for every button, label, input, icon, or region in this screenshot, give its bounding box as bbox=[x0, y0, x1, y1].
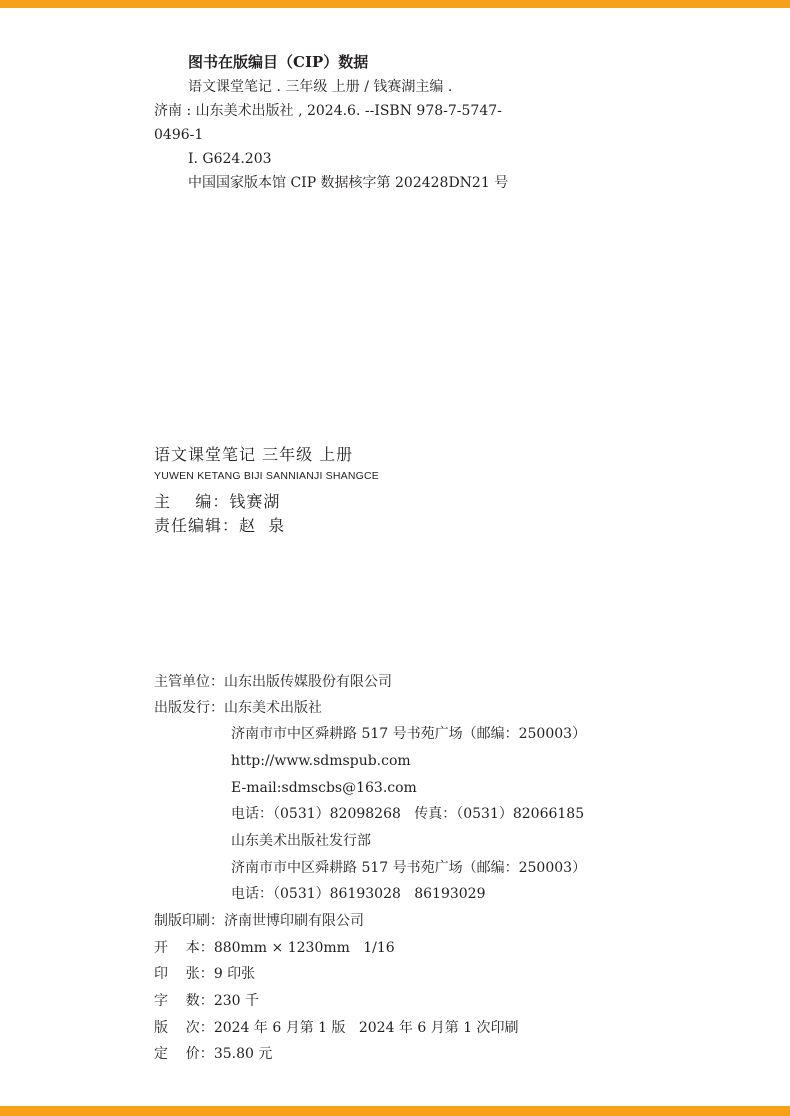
publisher-email: E-mail:sdmscbs@163.com bbox=[231, 780, 417, 796]
distribution-phone: 电话：（0531）86193028 86193029 bbox=[231, 886, 486, 902]
printer-value: 济南世博印刷有限公司 bbox=[224, 913, 364, 929]
sheets-label: 印 张： bbox=[154, 966, 214, 982]
publisher-row bbox=[154, 701, 322, 715]
word-count-label: 字 数： bbox=[154, 993, 214, 1009]
publisher-website: http://www.sdmspub.com bbox=[231, 753, 411, 769]
format-label: 开 本： bbox=[154, 940, 214, 956]
publisher-address: 济南市市中区舜耕路 517 号书苑广场（邮编：250003） bbox=[231, 726, 587, 742]
price-label: 定 价： bbox=[154, 1046, 214, 1062]
word-count-value: 230 千 bbox=[213, 993, 259, 1009]
supervisor-label: 主管单位： bbox=[154, 674, 224, 690]
book-title-chinese: 语文课堂笔记 三年级 上册 bbox=[154, 445, 354, 464]
printer-row bbox=[154, 914, 364, 928]
printer-label: 制版印刷： bbox=[154, 913, 224, 929]
publisher-phone-fax: 电话：（0531）82098268 传真：（0531）82066185 bbox=[231, 806, 585, 822]
top-accent-bar bbox=[0, 0, 790, 8]
bottom-accent-bar bbox=[0, 1106, 790, 1116]
distribution-department: 山东美术出版社发行部 bbox=[231, 833, 371, 849]
price-row bbox=[154, 1047, 272, 1061]
cip-line-record-number: 中国国家版本馆 CIP 数据核字第 202428DN21 号 bbox=[188, 175, 509, 191]
chief-editor-label: 主 编： bbox=[154, 492, 230, 511]
chief-editor bbox=[154, 494, 280, 510]
distribution-address: 济南市市中区舜耕路 517 号书苑广场（邮编：250003） bbox=[231, 860, 587, 876]
cip-line-classification: Ⅰ. G624.203 bbox=[188, 151, 272, 167]
edition-value: 2024 年 6 月第 1 版 2024 年 6 月第 1 次印刷 bbox=[213, 1020, 519, 1036]
responsible-editor bbox=[154, 518, 285, 534]
sheets-row bbox=[154, 967, 255, 981]
supervisor-row bbox=[154, 675, 392, 689]
publisher-label: 出版发行： bbox=[154, 700, 224, 716]
sheets-value: 9 印张 bbox=[213, 966, 256, 982]
book-title-pinyin: YUWEN KETANG BIJI SANNIANJI SHANGCE bbox=[154, 470, 380, 482]
edition-label: 版 次： bbox=[154, 1020, 214, 1036]
cip-heading: 图书在版编目（CIP）数据 bbox=[188, 53, 369, 71]
publisher-value: 山东美术出版社 bbox=[224, 700, 322, 716]
responsible-editor-label: 责任编辑： bbox=[154, 516, 240, 535]
cip-line-publisher: 济南 : 山东美术出版社 , 2024.6. --ISBN 978-7-5747- bbox=[154, 103, 502, 119]
format-value: 880mm × 1230mm 1/16 bbox=[213, 940, 395, 956]
cip-line-isbn-tail: 0496-1 bbox=[154, 127, 204, 143]
word-count-row bbox=[154, 994, 259, 1008]
chief-editor-name: 钱赛湖 bbox=[229, 492, 281, 511]
cip-line-title: 语文课堂笔记 . 三年级 上册 / 钱赛湖主编 . bbox=[188, 79, 453, 95]
price-value: 35.80 元 bbox=[213, 1046, 273, 1062]
format-row bbox=[154, 941, 395, 955]
responsible-editor-name: 赵 泉 bbox=[239, 516, 286, 535]
supervisor-value: 山东出版传媒股份有限公司 bbox=[224, 674, 392, 690]
edition-row bbox=[154, 1021, 519, 1035]
